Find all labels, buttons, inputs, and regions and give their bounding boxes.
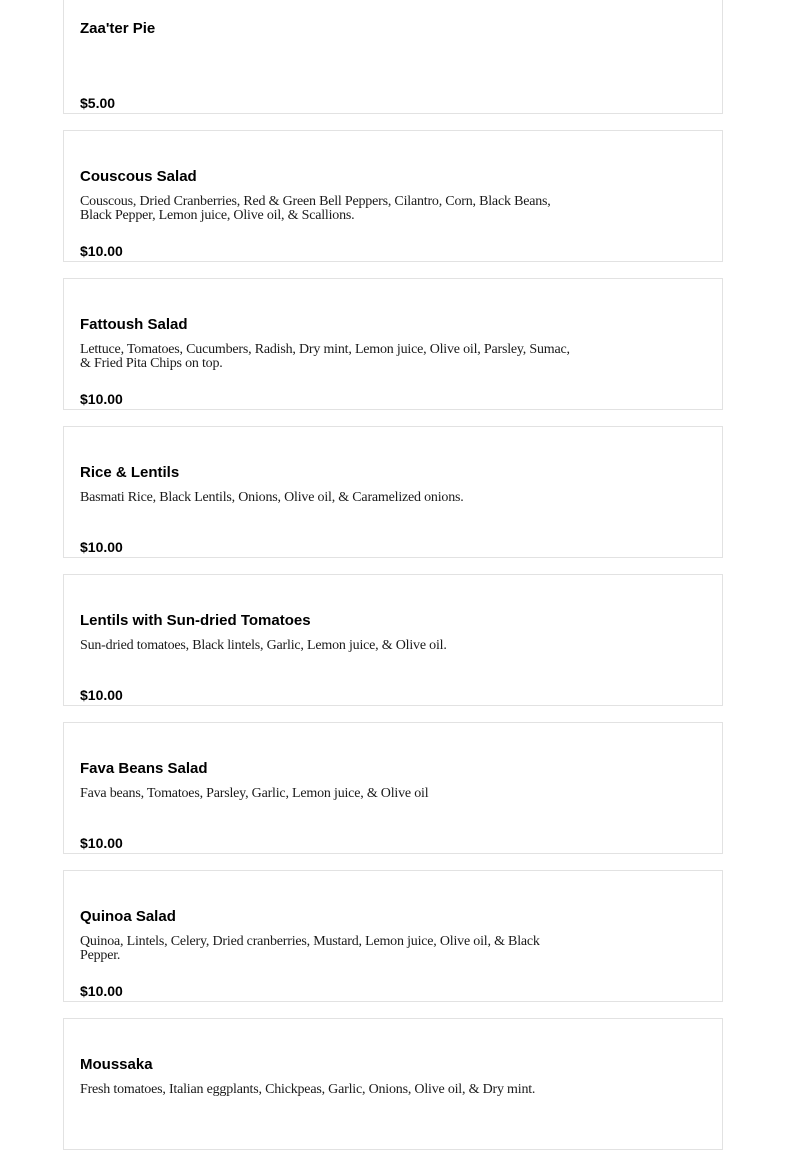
menu-item-card-lentils-sun-dried-tomatoes[interactable] (63, 574, 723, 706)
item-description: Fava beans, Tomatoes, Parsley, Garlic, Lemon juice, & Olive oil (80, 786, 429, 801)
item-name: Fava Beans Salad (80, 760, 208, 777)
menu-item-card-zaater-pie[interactable] (63, 0, 723, 114)
item-price: $10.00 (80, 243, 123, 259)
item-name: Lentils with Sun-dried Tomatoes (80, 612, 311, 629)
menu-item-card-rice-lentils[interactable] (63, 426, 723, 558)
item-description: Couscous, Dried Cranberries, Red & Green Bell Peppers, Cilantro, Corn, Black Beans, Black Pepper, Lemon juice, Olive oil, & Scallions. (80, 194, 551, 223)
item-price: $5.00 (80, 95, 116, 111)
item-price: $10.00 (80, 539, 123, 555)
menu-item-list (63, 0, 723, 1166)
item-description: Basmati Rice, Black Lentils, Onions, Olive oil, & Caramelized onions. (80, 490, 464, 505)
menu-item-card-moussaka[interactable] (63, 1018, 723, 1150)
item-name: Couscous Salad (80, 168, 197, 185)
menu-item-card-couscous-salad[interactable] (63, 130, 723, 262)
item-description: Quinoa, Lintels, Celery, Dried cranberries, Mustard, Lemon juice, Olive oil, & Black Pepper. (80, 934, 540, 963)
item-price: $10.00 (80, 983, 123, 999)
item-name: Rice & Lentils (80, 464, 180, 481)
item-name: Moussaka (80, 1056, 153, 1073)
item-description: Fresh tomatoes, Italian eggplants, Chickpeas, Garlic, Onions, Olive oil, & Dry mint. (80, 1082, 536, 1097)
item-description: Lettuce, Tomatoes, Cucumbers, Radish, Dry mint, Lemon juice, Olive oil, Parsley, Sumac, & Fried Pita Chips on top. (80, 342, 570, 371)
item-price: $10.00 (80, 687, 123, 703)
menu-item-card-fava-beans-salad[interactable] (63, 722, 723, 854)
item-price: $10.00 (80, 835, 123, 851)
menu-item-card-fattoush-salad[interactable] (63, 278, 723, 410)
item-name: Fattoush Salad (80, 316, 188, 333)
item-name: Quinoa Salad (80, 908, 176, 925)
item-name: Zaa'ter Pie (80, 20, 156, 37)
item-price: $10.00 (80, 391, 123, 407)
item-description: Sun-dried tomatoes, Black lintels, Garlic, Lemon juice, & Olive oil. (80, 638, 447, 653)
menu-item-card-quinoa-salad[interactable] (63, 870, 723, 1002)
